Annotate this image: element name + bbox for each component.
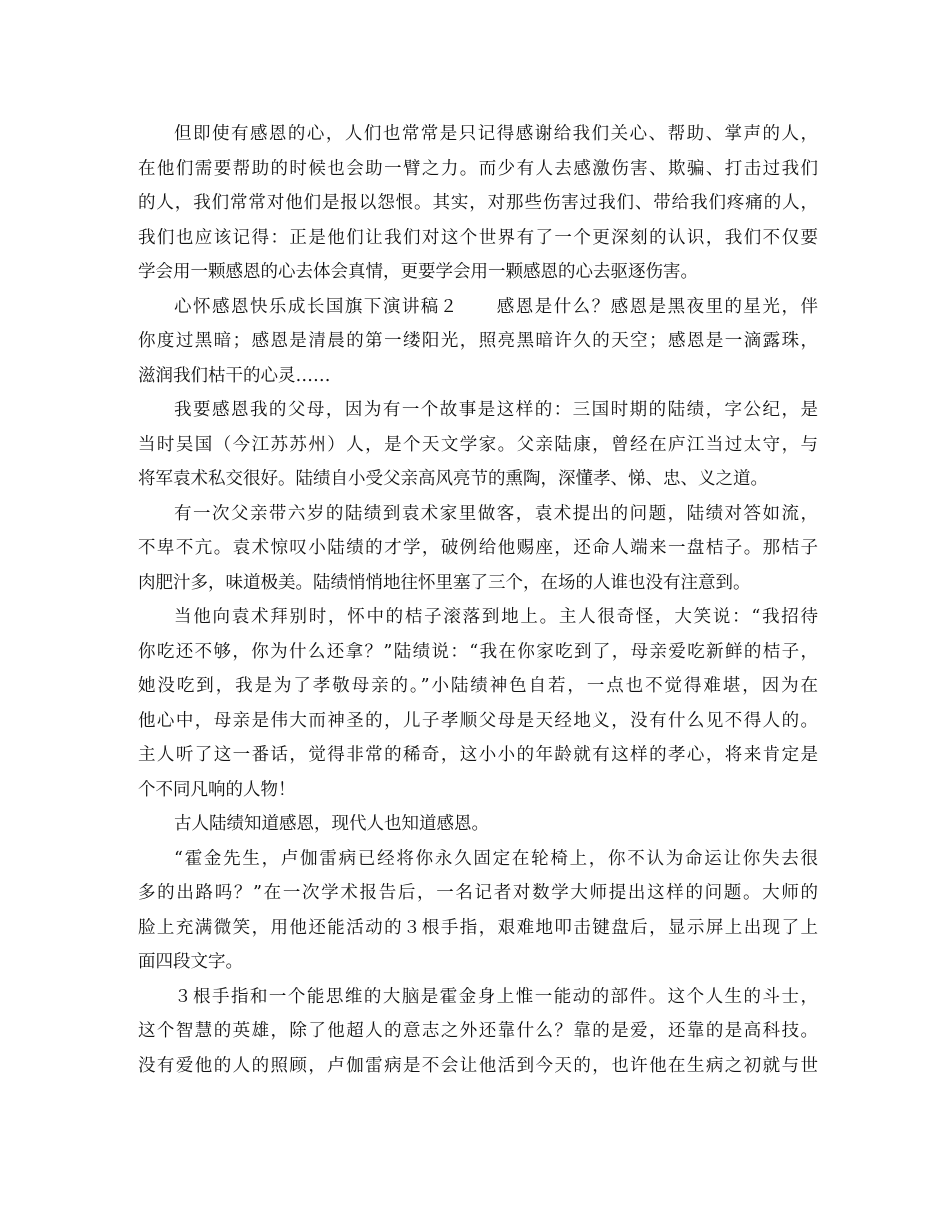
text-line: 我们也应该记得：正是他们让我们对这个世界有了一个更深刻的认识，我们不仅要	[138, 227, 818, 248]
text-line: 当时吴国（今江苏苏州）人，是个天文学家。父亲陆康，曾经在庐江当过太守，与	[138, 434, 818, 455]
text-line: 的人，我们常常对他们是报以怨恨。其实，对那些伤害过我们、带给我们疼痛的人，	[138, 193, 818, 213]
text-line: 他心中，母亲是伟大而神圣的，儿子孝顺父母是天经地义，没有什么见不得人的。	[138, 710, 818, 731]
text-line: 当他向袁术拜别时，怀中的桔子滚落到地上。主人很奇怪，大笑说：“我招待	[174, 607, 818, 627]
text-line: 我要感恩我的父母，因为有一个故事是这样的：三国时期的陆绩，字公纪，是	[174, 400, 818, 420]
text-line: 这个智慧的英雄，除了他超人的意志之外还靠什么？靠的是爱，还靠的是高科技。	[138, 1021, 818, 1041]
text-line: 心怀感恩快乐成长国旗下演讲稿２ 感恩是什么？感恩是黑夜里的星光，伴	[174, 296, 818, 317]
text-line: 学会用一颗感恩的心去体会真情，更要学会用一颗感恩的心去驱逐伤害。	[138, 262, 698, 282]
text-line: 滋润我们枯干的心灵……	[138, 365, 331, 386]
text-line: 古人陆绩知道感恩，现代人也知道感恩。	[174, 814, 489, 834]
text-line: 面四段文字。	[138, 952, 243, 972]
text-line: 你度过黑暗；感恩是清晨的第一缕阳光，照亮黑暗许久的天空；感恩是一滴露珠，	[138, 331, 818, 351]
text-line: 不卑不亢。袁术惊叹小陆绩的才学，破例给他赐座，还命人端来一盘桔子。那桔子	[138, 538, 818, 558]
text-line: 没有爱他的人的照顾，卢伽雷病是不会让他活到今天的，也许他在生病之初就与世	[138, 1055, 818, 1076]
text-line: 脸上充满微笑，用他还能活动的３根手指，艰难地叩击键盘后，显示屏上出现了上	[138, 917, 818, 938]
text-line: 她没吃到，我是为了孝敬母亲的。”小陆绩神色自若，一点也不觉得难堪，因为在	[138, 676, 818, 696]
text-line: 有一次父亲带六岁的陆绩到袁术家里做客，袁术提出的问题，陆绩对答如流，	[174, 503, 818, 524]
text-line: 肉肥汁多，味道极美。陆绩悄悄地往怀里塞了三个，在场的人谁也没有注意到。	[138, 572, 751, 593]
text-line: 但即使有感恩的心，人们也常常是只记得感谢给我们关心、帮助、掌声的人，	[174, 124, 818, 144]
text-line: 将军袁术私交很好。陆绩自小受父亲高风亮节的熏陶，深懂孝、悌、忠、义之道。	[138, 469, 768, 489]
text-line: 你吃还不够，你为什么还拿？”陆绩说：“我在你家吃到了，母亲爱吃新鲜的桔子，	[138, 641, 818, 662]
document-body	[138, 117, 818, 1083]
text-line: 多的出路吗？”在一次学术报告后，一名记者对数学大师提出这样的问题。大师的	[138, 883, 818, 903]
text-line: 在他们需要帮助的时候也会助一臂之力。而少有人去感激伤害、欺骗、打击过我们	[138, 158, 818, 179]
text-line: 主人听了这一番话，觉得非常的稀奇，这小小的年龄就有这样的孝心，将来肯定是	[138, 745, 818, 765]
text-line: “霍金先生，卢伽雷病已经将你永久固定在轮椅上，你不认为命运让你失去很	[174, 848, 818, 869]
text-line: 个不同凡响的人物！	[138, 779, 296, 800]
text-line: ３根手指和一个能思维的大脑是霍金身上惟一能动的部件。这个人生的斗士，	[174, 986, 818, 1007]
